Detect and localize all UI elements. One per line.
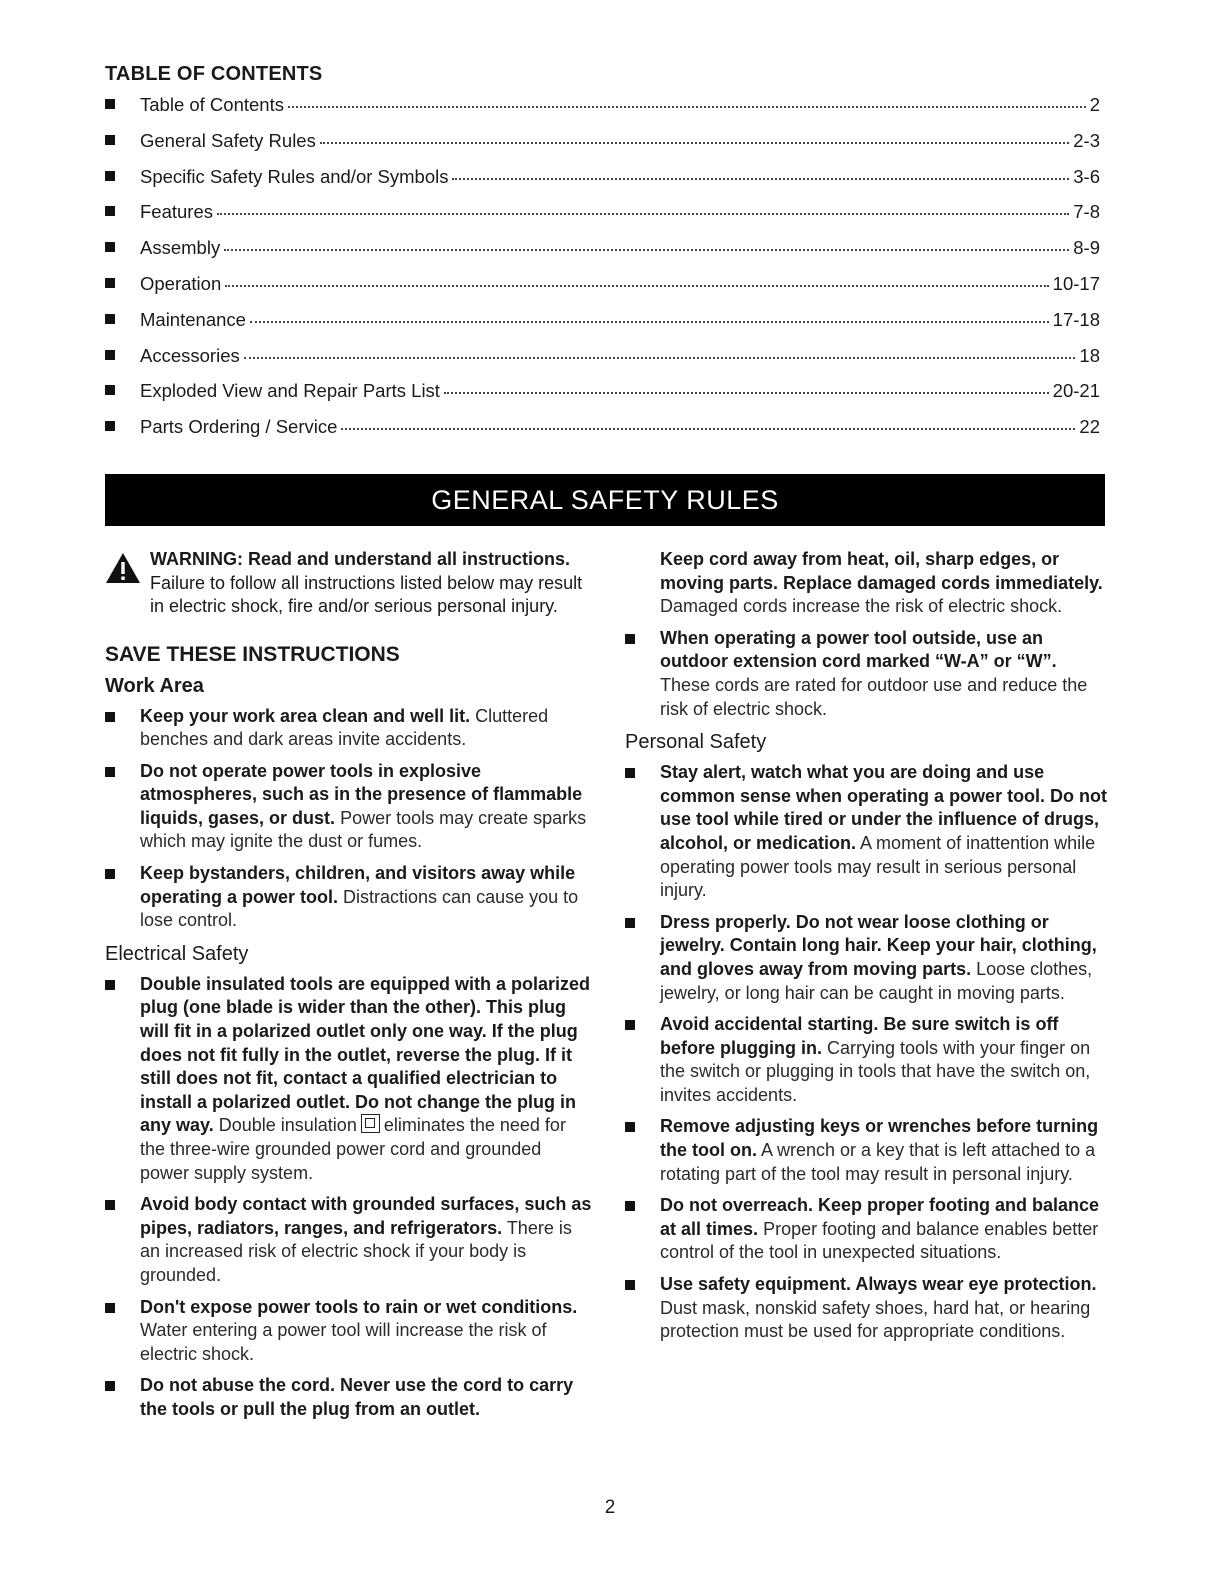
rule-text: There is an increased risk of electric shock if your body is grounded. bbox=[140, 1217, 572, 1285]
rule-item bbox=[105, 973, 595, 1185]
toc-item-page: 7-8 bbox=[1073, 201, 1100, 223]
rule-item bbox=[625, 1273, 1110, 1344]
toc-item-title: Exploded View and Repair Parts List bbox=[140, 380, 440, 402]
rule-text: eliminates the need for the three-wire grounded power cord and grounded power supply system. bbox=[140, 1115, 566, 1183]
bullet-icon bbox=[105, 171, 115, 181]
bullet-icon bbox=[105, 869, 115, 879]
rule-lead: Stay alert, watch what you are doing and use common sense when operating a power tool. Do not use tool while tired or under the influence of drugs, alcohol, or medication. bbox=[660, 762, 1108, 853]
dot-leader bbox=[217, 212, 1069, 215]
bullet-icon bbox=[625, 1201, 635, 1211]
rule-item-continued bbox=[625, 548, 1110, 619]
bullet-icon bbox=[105, 1303, 115, 1313]
rule-lead: Do not operate power tools in explosive atmospheres, such as in the presence of flammable liquids, gases, or dust. bbox=[140, 760, 583, 828]
dot-leader bbox=[444, 391, 1049, 394]
rule-lead: Double insulated tools are equipped with a polarized plug (one blade is wider than the other). This plug will fit in a polarized outlet only one way. If the plug does not fit fully in the outlet, reverse the plug. If it still does not fit, contact a qualified electrician to install a polarized outlet. Do not change the plug in any way. bbox=[140, 973, 591, 1136]
bullet-icon bbox=[105, 99, 115, 109]
rule-text: Carrying tools with your finger on the switch or plugging in tools that have the switch on, invites accidents. bbox=[660, 1037, 1091, 1105]
rule-lead: Keep bystanders, children, and visitors away while operating a power tool. bbox=[140, 863, 576, 907]
rule-item bbox=[105, 705, 595, 752]
toc-item-title: Assembly bbox=[140, 237, 221, 259]
toc-item-title: Features bbox=[140, 201, 214, 223]
rule-item bbox=[625, 1115, 1110, 1186]
dot-leader bbox=[225, 284, 1048, 287]
toc-list bbox=[105, 94, 1100, 452]
bullet-icon bbox=[105, 421, 115, 431]
rule-item bbox=[105, 862, 595, 933]
rule-lead: Don't expose power tools to rain or wet conditions. bbox=[140, 1296, 578, 1317]
rule-item bbox=[625, 627, 1110, 721]
toc-item-page: 17-18 bbox=[1052, 308, 1100, 330]
rule-lead: When operating a power tool outside, use an outdoor extension cord marked “W-A” or “W”. bbox=[660, 627, 1057, 672]
dot-leader bbox=[320, 141, 1069, 144]
rule-item bbox=[625, 1194, 1110, 1265]
toc-item-page: 2 bbox=[1089, 94, 1100, 115]
toc-item bbox=[105, 416, 1100, 452]
bullet-icon bbox=[105, 242, 115, 252]
bullet-icon bbox=[105, 980, 115, 990]
toc-item bbox=[105, 380, 1100, 416]
cord-rules bbox=[625, 548, 1110, 721]
toc-item-title: Table of Contents bbox=[140, 94, 284, 115]
bullet-icon bbox=[625, 1020, 635, 1030]
rule-lead: Keep cord away from heat, oil, sharp edges, or moving parts. Replace damaged cords immediately. bbox=[660, 549, 1103, 593]
rule-text: Damaged cords increase the risk of electric shock. bbox=[660, 596, 1063, 617]
toc-item-page: 22 bbox=[1079, 416, 1100, 438]
bullet-icon bbox=[105, 1381, 115, 1391]
double-insulation-icon bbox=[361, 1114, 380, 1133]
toc-item-title: Maintenance bbox=[140, 308, 246, 330]
toc-item bbox=[105, 201, 1100, 237]
rule-text: Dust mask, nonskid safety shoes, hard hat, or hearing protection must be used for appropriate conditions. bbox=[660, 1297, 1091, 1342]
dot-leader bbox=[288, 105, 1086, 108]
rule-lead: Do not abuse the cord. Never use the cord to carry the tools or pull the plug from an outlet. bbox=[140, 1375, 574, 1419]
bullet-icon bbox=[105, 350, 115, 360]
rule-item bbox=[105, 760, 595, 854]
toc-item bbox=[105, 94, 1100, 130]
warning-block bbox=[105, 548, 595, 619]
work-area-rules bbox=[105, 705, 595, 933]
rule-lead: Avoid body contact with grounded surfaces, such as pipes, radiators, ranges, and refrigerators. bbox=[140, 1194, 592, 1238]
toc-item-page: 18 bbox=[1079, 344, 1100, 366]
toc-item-title: Parts Ordering / Service bbox=[140, 416, 338, 438]
bullet-icon bbox=[105, 135, 115, 145]
toc-item bbox=[105, 166, 1100, 202]
rule-item bbox=[625, 761, 1110, 903]
toc-item-title: Accessories bbox=[140, 344, 240, 366]
personal-safety-rules bbox=[625, 761, 1110, 1344]
toc-item-page: 20-21 bbox=[1052, 380, 1100, 402]
rule-item bbox=[105, 1296, 595, 1367]
toc-item-page: 10-17 bbox=[1052, 272, 1100, 294]
bullet-icon bbox=[105, 385, 115, 395]
toc-item-page: 2-3 bbox=[1073, 129, 1100, 151]
bullet-icon bbox=[625, 1280, 635, 1290]
rule-item bbox=[105, 1193, 595, 1287]
rule-text: Cluttered benches and dark areas invite accidents. bbox=[140, 705, 549, 750]
rule-text: Double insulation bbox=[218, 1115, 357, 1136]
bullet-icon bbox=[105, 767, 115, 777]
toc-item-title: Specific Safety Rules and/or Symbols bbox=[140, 165, 449, 187]
right-column bbox=[625, 548, 1110, 1352]
toc-item bbox=[105, 273, 1100, 309]
toc-heading: TABLE OF CONTENTS bbox=[105, 63, 323, 85]
table-of-contents bbox=[105, 60, 1100, 452]
left-column bbox=[105, 548, 595, 1430]
dot-leader bbox=[341, 427, 1075, 430]
bullet-icon bbox=[105, 314, 115, 324]
rule-text: These cords are rated for outdoor use and reduce the risk of electric shock. bbox=[660, 674, 1088, 719]
rule-text: Loose clothes, jewelry, or long hair can be caught in moving parts. bbox=[660, 958, 1093, 1003]
rule-lead: Avoid accidental starting. Be sure switch is off before plugging in. bbox=[660, 1014, 1059, 1058]
toc-item bbox=[105, 345, 1100, 381]
save-instructions-heading: SAVE THESE INSTRUCTIONS bbox=[105, 642, 400, 666]
toc-item bbox=[105, 237, 1100, 273]
electrical-safety-heading: Electrical Safety bbox=[105, 942, 249, 965]
rule-lead: Dress properly. Do not wear loose clothing or jewelry. Contain long hair. Keep your hair, clothing, and gloves away from moving parts. bbox=[660, 911, 1097, 979]
toc-item-page: 8-9 bbox=[1073, 237, 1100, 259]
bullet-icon bbox=[625, 634, 635, 644]
rule-text: Proper footing and balance enables better control of the tool in unexpected situations. bbox=[660, 1218, 1099, 1263]
rule-item bbox=[625, 1013, 1110, 1107]
warning-triangle-icon bbox=[105, 552, 141, 584]
rule-text: A wrench or a key that is left attached to a rotating part of the tool may result in personal injury. bbox=[660, 1140, 1096, 1184]
toc-item-title: General Safety Rules bbox=[140, 129, 316, 151]
toc-item bbox=[105, 309, 1100, 345]
dot-leader bbox=[250, 320, 1049, 323]
page-number: 2 bbox=[604, 1497, 616, 1518]
section-banner: GENERAL SAFETY RULES bbox=[105, 474, 1105, 526]
dot-leader bbox=[224, 248, 1069, 251]
rule-lead: Use safety equipment. Always wear eye protection. bbox=[660, 1274, 1097, 1295]
rule-lead: Remove adjusting keys or wrenches before turning the tool on. bbox=[660, 1116, 1099, 1161]
rule-item bbox=[625, 911, 1110, 1005]
rule-lead: Keep your work area clean and well lit. bbox=[140, 705, 471, 726]
rule-item bbox=[105, 1374, 595, 1421]
rule-text: Power tools may create sparks which may ignite the dust or fumes. bbox=[140, 807, 587, 852]
rule-text: Distractions can cause you to lose control. bbox=[140, 886, 579, 931]
bullet-icon bbox=[105, 712, 115, 722]
electrical-safety-rules bbox=[105, 973, 595, 1422]
rule-text: A moment of inattention while operating power tools may result in serious personal injury. bbox=[660, 832, 1096, 901]
bullet-icon bbox=[105, 206, 115, 216]
toc-item-page: 3-6 bbox=[1073, 165, 1100, 187]
bullet-icon bbox=[625, 918, 635, 928]
personal-safety-heading: Personal Safety bbox=[625, 731, 767, 754]
bullet-icon bbox=[105, 1200, 115, 1210]
bullet-icon bbox=[105, 278, 115, 288]
rule-lead: Do not overreach. Keep proper footing and balance at all times. bbox=[660, 1195, 1100, 1239]
dot-leader bbox=[452, 177, 1069, 180]
toc-item-title: Operation bbox=[140, 272, 222, 294]
bullet-icon bbox=[625, 1122, 635, 1132]
warning-text: Failure to follow all instructions listed below may result in electric shock, fire and/or serious personal injury. bbox=[150, 572, 583, 616]
bullet-icon bbox=[625, 768, 635, 778]
warning-lead: WARNING: Read and understand all instructions. bbox=[150, 549, 571, 569]
dot-leader bbox=[244, 356, 1076, 359]
work-area-heading: Work Area bbox=[105, 674, 204, 697]
rule-text: Water entering a power tool will increase the risk of electric shock. bbox=[140, 1320, 547, 1364]
toc-item bbox=[105, 130, 1100, 166]
